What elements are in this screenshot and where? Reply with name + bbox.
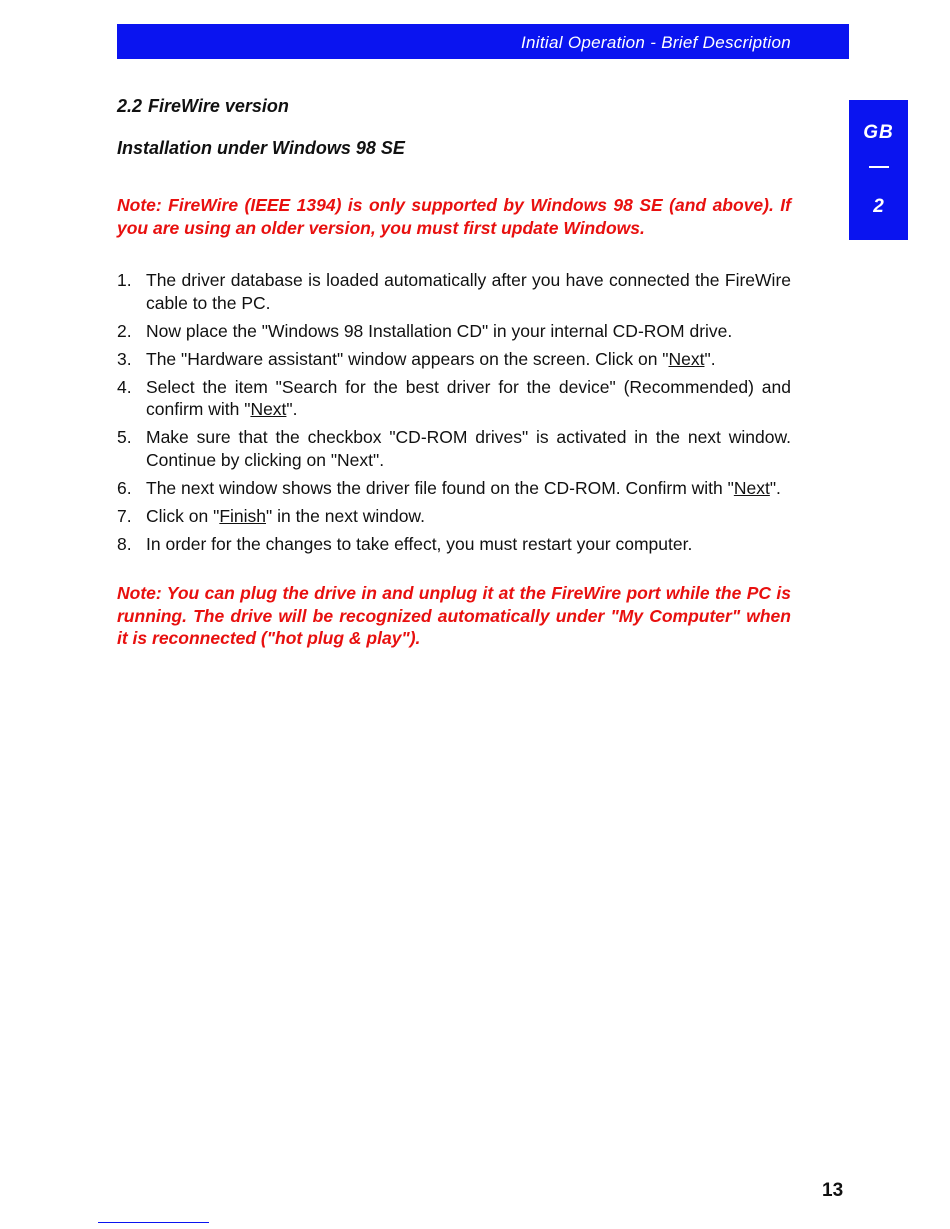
step-text-end: ". (286, 399, 298, 419)
note-windows-version: Note: FireWire (IEEE 1394) is only supported by Windows 98 SE (and above). If you are using an older version, you must first update Windows. (117, 195, 791, 238)
step-text: The next window shows the driver file found on the CD-ROM. Confirm with " (146, 477, 734, 498)
section-number: 2.2 (117, 96, 143, 116)
header-bar (117, 24, 849, 59)
step-text: Now place the "Windows 98 Installation CD" in your internal CD-ROM drive. (146, 320, 733, 341)
steps-list (117, 269, 791, 555)
step-text: The "Hardware assistant" window appears on the screen. Click on " (146, 348, 669, 369)
list-item (117, 533, 791, 556)
side-tab-chapter-number: 2 (873, 196, 884, 217)
header-title: Initial Operation - Brief Description (521, 33, 791, 52)
list-item (117, 269, 791, 314)
step-number: 4. (117, 376, 132, 397)
step-number: 8. (117, 533, 132, 554)
step-number: 6. (117, 477, 132, 498)
step-number: 7. (117, 505, 132, 526)
list-item (117, 320, 791, 343)
side-tab (849, 100, 908, 240)
list-item (117, 426, 791, 471)
list-item (117, 477, 791, 500)
side-tab-divider (869, 166, 889, 168)
next-label: Next (733, 477, 770, 498)
content (117, 96, 791, 650)
step-text: Make sure that the checkbox "CD-ROM drives" is activated in the next window. Continue by clicking on "Next". (146, 427, 791, 470)
step-text-end: " in the next window. (266, 505, 425, 526)
side-tab-language: GB (863, 122, 894, 143)
step-text-end: ". (704, 348, 716, 369)
footer-divider (98, 1222, 209, 1223)
list-item (117, 505, 791, 528)
step-number: 5. (117, 427, 132, 447)
step-number: 2. (117, 320, 132, 341)
section-title-text: FireWire version (148, 96, 289, 116)
note-hot-plug: Note: You can plug the drive in and unplug it at the FireWire port while the PC is running. The drive will be recognized automatically under "My Computer" when it is reconnected ("hot plug & play"). (117, 583, 791, 648)
step-text: In order for the changes to take effect, you must restart your computer. (146, 533, 693, 554)
next-label: Next (250, 399, 287, 419)
next-label: Next (668, 348, 705, 369)
step-number: 1. (117, 270, 132, 290)
step-text: The driver database is loaded automatically after you have connected the FireWire cable to the PC. (146, 270, 791, 313)
list-item (117, 376, 791, 421)
step-text: Click on " (146, 505, 220, 526)
subtitle: Installation under Windows 98 SE (117, 138, 405, 158)
list-item (117, 348, 791, 371)
step-number: 3. (117, 348, 132, 369)
step-text: Select the item "Search for the best driver for the device" (Recommended) and confirm with " (146, 376, 791, 419)
step-text-end: ". (769, 477, 781, 498)
finish-label: Finish (219, 505, 267, 526)
section-title (117, 96, 791, 122)
page-number: 13 (822, 1180, 844, 1201)
